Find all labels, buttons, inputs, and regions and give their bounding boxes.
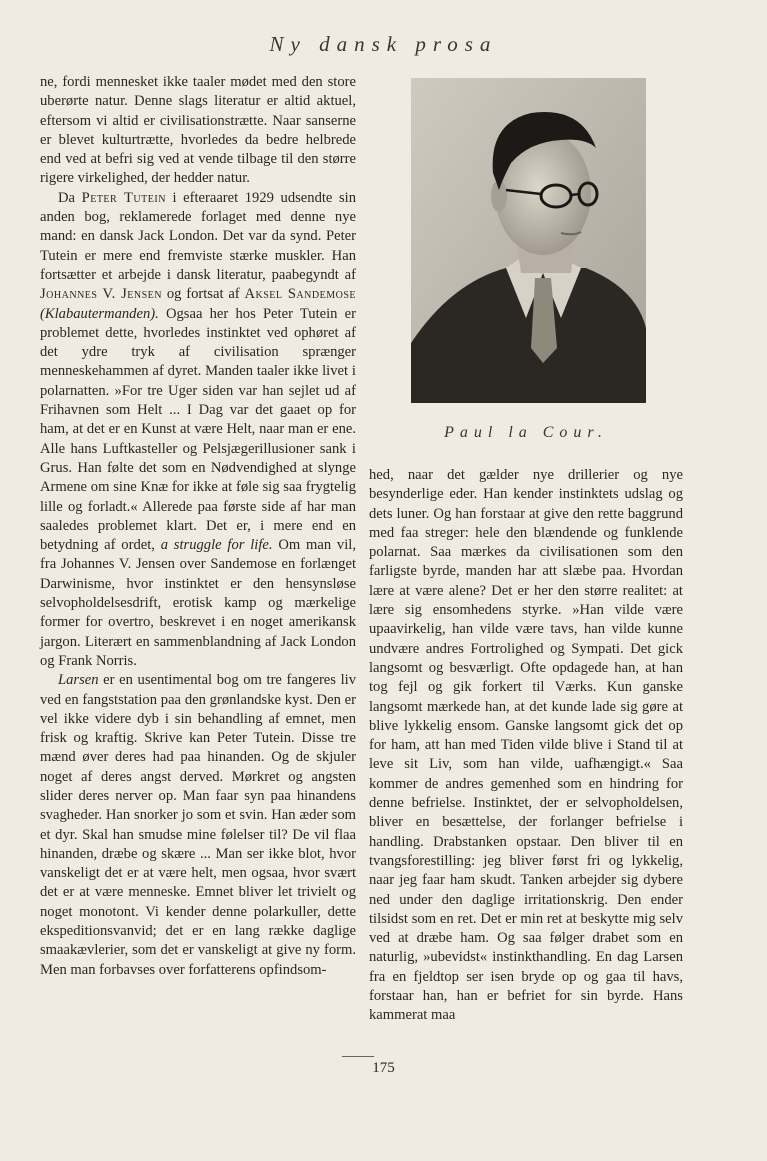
paragraph	[40, 73, 356, 189]
paragraph	[369, 466, 683, 1026]
paragraph	[40, 189, 356, 671]
text-run: er en usentimental bog om tre fangeres liv ved en fangststation paa den grønlandske kyst. Den er vel ikke videre dyb i sin behandling af emnet, men frisk og kraftig. Skrive kan Peter Tutein. Disse tre mænd øver deres had paa hinanden. Og de skjuler noget af deres angst derved. Mørkret og angsten slider deres nerver op. Man faar syn paa hinandens svagheder. Han snorker jo som et svin. Han æder som et dyr. Skal han smudse mine følelser til? De vil flaa hinanden, dræbe og skære ... Man ser ikke blot, hvor vanskeligt det er at være helt, men ogsaa, hvor svært det er at være menneske. Emnet bliver let trivielt og noget monotont. Vi kender denne polarkuller, dette ekspeditionsvanvid; det er en lang række daglige smaakævlerier, som det er vanskeligt at give ny form. Men man forbavses over forfatterens opfindsom-	[40, 672, 356, 978]
left-column	[40, 73, 356, 980]
portrait-image	[411, 78, 646, 403]
running-head: Ny dansk prosa	[269, 32, 498, 56]
portrait-photo	[411, 78, 646, 403]
small-caps-name: Peter Tutein	[81, 189, 166, 206]
text-run: Ogsaa her hos Peter Tutein er problemet dette, hvorledes instinktet ved ophøret af det ydre tryk af civilisation sprænger menneskehammen af dyret. Manden taaler ikke livet i polarnatten. »For tre Uger siden var han sejlet ud af Frihavnen som Helt ... I Dag var det gaaet op for ham, at det er en Kunst at være Helt, naar man er ene. Alle hans Luftkasteller og Pelsjægerillusioner sank i Grus. Han følte det som en Nødvendighed at slynge Armene om sine Knæ for ikke at føle sig saa frygtelig lille og forladt.« Allerede paa første side af har man saaledes problemet klart. Det er, i mere end en betydning af ordet,	[40, 305, 356, 554]
page-number: 175	[372, 1060, 395, 1076]
text-run: i efteraaret 1929 udsendte sin anden bog, reklamerede forlaget med denne nye mand: en dansk Jack London. Det var da synd. Peter Tutein er mere end fremviste stærke muskler. Han fortsætter et arbejde i dansk literatur, paabegyndt af	[40, 189, 356, 283]
photo-caption: Paul la Cour.	[444, 424, 608, 441]
folio-rule	[342, 1056, 374, 1057]
small-caps-name: Aksel Sandemose	[244, 286, 356, 303]
paragraph	[40, 671, 356, 980]
italic-text: (Klabautermanden).	[40, 305, 159, 322]
right-column	[369, 466, 683, 1026]
italic-text: a struggle for life.	[160, 537, 273, 554]
text-run: Da	[58, 189, 82, 206]
small-caps-name: Johannes V. Jensen	[40, 286, 163, 303]
italic-text: Larsen	[58, 672, 99, 689]
text-run: ne, fordi mennesket ikke taaler mødet med den store uberørte natur. Denne slags literatur er altid aktuel, eftersom vi altid er civilisationstrætte. Naar sanserne er blevet kulturtrætte, hvorledes da bedre helbrede end ved at befri sig ved at vende tilbage til den større rigere virkelighed, der hedder natur.	[40, 74, 356, 187]
text-run: Om man vil, fra Johannes V. Jensen over Sandemose en forlænget Darwinisme, hvor instinktet er den hensynsløse selvopholdelsesdrift, erotisk kamp og mærkelige former for overtro, beskrevet i en noget amerikansk jargon. Literært en sammenblandning af Jack London og Frank Norris.	[40, 537, 356, 669]
text-run: hed, naar det gælder nye drillerier og nye besynderlige eder. Han kender instinktets udslag og dets luner. Og han forstaar at give den rette baggrund med faa streger: hele den blændende og funklende polarnat. Saa mærkes da civilisationen som den farligste byrde, manden har att slæbe paa. Hvordan lære at være alene? Det er her den større realitet: at lære sig ensomhedens styrke. »Han vilde være upaavirkelig, han vilde være tavs, han vilde kunne undvære andres Fortrolighed og Sympati. Det gick langsomt og besværligt. Ofte opdagede han, at han tog fejl og gik forkert til Værks. Kun ganske langsomt mærkede han, at det kunde lade sig gøre at blive lykkelig ensom. Ganske langsomt gick det op for ham, att han med Tiden vilde blive i Stand til at leve sit Liv, som han vilde, uafhængigt.« Saa kommer de andres gemenhed som en hindring for denne befrielse. Instinktet, der er selvopholdelsen, bliver en besættelse, der forlanger befrielse i handling. Drabstanken opstaar. Den bliver til en tvangsforestilling: jeg bliver først fri og lykkelig, naar jeg faar ham skudt. Tanken arbejder sig dybere ned under den daglige irritationskrig. Den ender tilsidst som en ret. Det er min ret at beskytte mig selv ved at dræbe ham. Og saa følger drabet som en naturlig, »ubevidst« instinkthandling. En dag Larsen fra en fjeldtop ser isen bryde op og gaa til havs, forstaar han, han er befriet for sin byrde. Hans kammerat maa	[369, 467, 683, 1024]
text-run: og fortsat af	[162, 286, 245, 303]
